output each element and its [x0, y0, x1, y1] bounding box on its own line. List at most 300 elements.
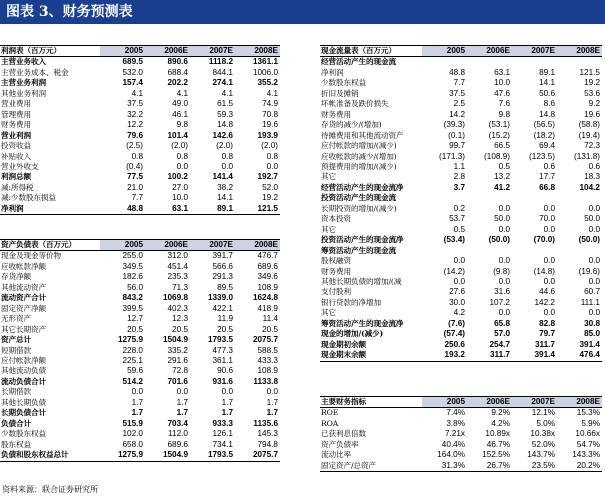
row-value: 1504.9	[145, 450, 190, 461]
row-value: 72.8	[172, 366, 188, 376]
table-row	[320, 204, 602, 214]
row-label: 应付帐款的增加/(减少)	[321, 141, 397, 151]
row-value: 703.4	[167, 418, 188, 428]
row-value: 59.6	[127, 366, 143, 376]
row-value: 17.7	[539, 172, 555, 182]
row-value: 15.3%	[576, 408, 600, 418]
row-value: 1.7	[221, 408, 233, 418]
table-row	[320, 141, 602, 151]
row-label: 经营活动产生的现金流	[321, 57, 396, 67]
row-value: 0.0	[543, 256, 555, 266]
row-value: 658.0	[122, 439, 143, 449]
year-header: 2007E	[512, 397, 557, 408]
row-value: 566.6	[212, 261, 233, 271]
row-value: 89.5	[217, 282, 233, 292]
row-value: 0.0	[543, 203, 555, 213]
row-value: 143.7%	[527, 450, 555, 460]
row-value: 0.5	[498, 161, 510, 171]
table-row	[320, 183, 602, 193]
row-value	[557, 193, 602, 203]
row-value: 9.8	[498, 109, 510, 119]
row-value: 532.0	[122, 67, 143, 77]
row-value: 66.5	[494, 141, 510, 151]
row-label: 流动比率	[321, 450, 351, 460]
row-value: 0.0	[543, 308, 555, 318]
row-label: 其他流动负债	[1, 366, 46, 376]
row-value: 0.0	[131, 387, 143, 397]
row-value: 32.2	[127, 109, 143, 119]
row-value: 0.0	[176, 161, 188, 171]
table-row	[0, 172, 280, 182]
table-row	[0, 110, 280, 120]
row-value: 89.1	[539, 67, 555, 77]
row-value: 69.4	[539, 141, 555, 151]
row-label: 应收帐款的减少/(增加)	[321, 151, 397, 161]
row-value: 689.6	[167, 439, 188, 449]
row-value: 82.8	[539, 318, 555, 328]
row-value: (15.2)	[488, 130, 510, 140]
row-value	[557, 246, 602, 256]
year-header: 2007E	[512, 46, 557, 57]
table-header-label: 资产负债表（百万元）	[0, 240, 100, 251]
row-value: 689.6	[257, 261, 278, 271]
row-value: 11.9	[217, 314, 233, 324]
row-label: 存货净额	[1, 272, 31, 282]
row-value: 0.2	[453, 203, 465, 213]
row-label: 长期借款	[1, 387, 31, 397]
row-label: 银行贷款的净增加	[321, 297, 381, 307]
table-row	[320, 319, 602, 329]
cashflow-header-row	[320, 46, 602, 57]
row-label: 少数股东权益	[1, 429, 46, 439]
row-label: 资产总计	[1, 335, 31, 345]
table-row	[0, 141, 280, 151]
row-value: (14.2)	[443, 266, 465, 276]
row-value: 312.0	[167, 251, 188, 261]
row-value: 108.9	[257, 366, 278, 376]
table-row	[320, 152, 602, 162]
row-value: 19.2	[584, 78, 600, 88]
row-value: 126.1	[212, 429, 233, 439]
row-value: 349.6	[257, 272, 278, 282]
year-header: 2005	[100, 240, 145, 251]
row-value: 61.5	[217, 99, 233, 109]
row-value: (58.8)	[578, 120, 600, 130]
table-row	[0, 272, 280, 282]
row-value: 844.1	[212, 67, 233, 77]
row-value: 53.7	[449, 214, 465, 224]
row-label: 经营活动产生的现金流净	[321, 182, 404, 192]
row-value: 10.38x	[530, 429, 555, 439]
table-row	[320, 131, 602, 141]
row-label: 投资收益	[1, 141, 31, 151]
row-value: (123.5)	[529, 151, 555, 161]
row-value	[422, 57, 467, 68]
row-value: 48.8	[100, 204, 145, 215]
row-value: 0.6	[543, 161, 555, 171]
row-label: 流动负债合计	[1, 376, 46, 386]
row-value: 19.6	[584, 109, 600, 119]
row-value: 588.5	[257, 345, 278, 355]
row-value: (2.0)	[261, 141, 278, 151]
row-value: 10.89x	[485, 429, 510, 439]
row-value: 433.3	[257, 355, 278, 365]
row-value: 515.9	[122, 418, 143, 428]
row-value: 182.6	[122, 272, 143, 282]
row-value: 235.3	[167, 272, 188, 282]
row-value: 311.7	[534, 339, 555, 349]
table-row	[0, 450, 280, 461]
row-value: 0.0	[266, 161, 278, 171]
row-value: 3.7	[453, 182, 465, 192]
row-value: 0.0	[498, 308, 510, 318]
row-value: 40.4%	[441, 439, 465, 449]
row-value: 843.2	[122, 293, 143, 303]
row-label: 营业利润	[1, 130, 31, 140]
row-label: 现金期初余额	[321, 339, 366, 349]
row-label: 长期投资的增加/(减少)	[321, 203, 397, 213]
row-label: 其它长期资产	[1, 324, 46, 334]
row-label: 长期负债合计	[1, 408, 46, 418]
row-value: 12.2	[127, 120, 143, 130]
row-value	[467, 57, 512, 68]
row-value: (18.2)	[533, 130, 555, 140]
row-label: 资产负债率	[321, 439, 359, 449]
row-value: (19.6)	[578, 266, 600, 276]
row-value: 1.7	[221, 397, 233, 407]
row-value: 0.8	[266, 151, 278, 161]
table-row	[320, 419, 602, 429]
row-value: 254.7	[489, 339, 510, 349]
table-row	[0, 251, 280, 262]
row-value: 476.7	[257, 251, 278, 261]
row-value: 1361.1	[252, 57, 278, 67]
row-label: 净利润	[0, 204, 100, 215]
row-value: 14.1	[539, 78, 555, 88]
row-label: 现金期末余额	[320, 350, 422, 361]
row-value: 3.8%	[446, 418, 465, 428]
table-row	[0, 408, 280, 418]
row-value: 19.6	[262, 120, 278, 130]
row-value: 20.5	[217, 324, 233, 334]
row-value: 71.3	[172, 282, 188, 292]
row-value: (19.4)	[578, 130, 600, 140]
row-value: (14.8)	[533, 266, 555, 276]
row-value: 12.1%	[531, 408, 555, 418]
row-value: 20.5	[172, 324, 188, 334]
row-value: 1.7	[176, 397, 188, 407]
row-value: 102.0	[122, 429, 143, 439]
row-value: 250.6	[444, 339, 465, 349]
row-value: 689.5	[122, 57, 143, 67]
row-value: 476.4	[557, 350, 602, 361]
table-row	[0, 293, 280, 303]
row-value: (108.9)	[484, 151, 510, 161]
row-value: 311.7	[467, 350, 512, 361]
row-label: 其它	[321, 224, 336, 234]
row-value: 27.0	[172, 182, 188, 192]
row-label: 主营业务成本、税金	[1, 67, 69, 77]
row-value: 54.7%	[576, 439, 600, 449]
row-value: 37.5	[449, 88, 465, 98]
row-value: 1275.9	[100, 450, 145, 461]
row-label: 减:少数股东损益	[1, 193, 56, 203]
row-value: 688.4	[167, 67, 188, 77]
row-value: 794.8	[257, 439, 278, 449]
table-header-label: 现金流量表（百万元）	[320, 46, 422, 57]
row-value: 0.0	[498, 203, 510, 213]
row-value: 99.7	[449, 141, 465, 151]
table-row	[320, 162, 602, 172]
table-row	[320, 308, 602, 318]
row-value: 20.5	[127, 324, 143, 334]
row-value: 50.6	[539, 88, 555, 98]
row-value: 164.0%	[437, 450, 465, 460]
row-value: (53.1)	[488, 120, 510, 130]
year-header: 2006E	[467, 46, 512, 57]
table-row	[0, 68, 280, 78]
row-value: 0.0	[221, 387, 233, 397]
row-label: 股东权益	[1, 439, 31, 449]
row-value: 1624.8	[252, 293, 278, 303]
row-value	[512, 246, 557, 256]
row-value: 65.8	[494, 318, 510, 328]
row-value: 7.7	[453, 78, 465, 88]
row-value: 60.7	[584, 287, 600, 297]
row-value: 2.5	[453, 99, 465, 109]
row-value: 145.3	[257, 429, 278, 439]
table-row	[320, 57, 602, 68]
table-row	[320, 172, 602, 182]
row-value: 0.0	[588, 256, 600, 266]
table-row	[0, 429, 280, 439]
row-value: 77.5	[127, 172, 143, 182]
row-label: 其它	[321, 172, 336, 182]
row-value: 399.5	[122, 303, 143, 313]
table-row	[320, 329, 602, 339]
table-row	[320, 340, 602, 350]
row-value: (56.5)	[533, 120, 555, 130]
year-header: 2008E	[235, 240, 280, 251]
row-value: 1069.8	[162, 293, 188, 303]
row-value: 391.7	[212, 251, 233, 261]
row-value: 79.7	[539, 329, 555, 339]
row-value: 20.5	[262, 324, 278, 334]
year-header: 2005	[422, 46, 467, 57]
data-source-note: 资料来源：联合证券研究所	[2, 485, 98, 494]
row-label: 主营业务利润	[1, 78, 46, 88]
key-ratios-table	[320, 396, 602, 472]
table-row	[0, 89, 280, 99]
row-value: 402.3	[167, 303, 188, 313]
row-value: 391.4	[512, 350, 557, 361]
row-value: 72.3	[584, 141, 600, 151]
row-value: (7.6)	[448, 318, 465, 328]
table-row	[320, 256, 602, 266]
row-value: 1.7	[266, 408, 278, 418]
table-row	[0, 183, 280, 193]
row-value: 933.3	[212, 418, 233, 428]
table-row	[320, 277, 602, 287]
row-value: 1135.6	[253, 418, 278, 428]
row-label: 财务费用	[321, 266, 351, 276]
row-value: 56.0	[127, 282, 143, 292]
row-label: 无形资产	[1, 314, 31, 324]
table-row	[320, 214, 602, 224]
row-label: 固定资产/总资产	[320, 461, 422, 472]
table-row	[320, 440, 602, 450]
table-header-label: 主要财务指标	[320, 397, 422, 408]
table-row	[320, 298, 602, 308]
row-value: 0.0	[498, 276, 510, 286]
row-value: 0.0	[498, 224, 510, 234]
row-value: 66.8	[539, 182, 555, 192]
row-value: 14.2	[449, 109, 465, 119]
row-label: 现金的增加/(减少)	[321, 329, 384, 339]
row-value: 734.1	[212, 439, 233, 449]
table-row	[0, 387, 280, 397]
row-value: 90.6	[217, 366, 233, 376]
income-statement-table	[0, 45, 280, 215]
row-value: 228.0	[122, 345, 143, 355]
row-value: 9.2%	[491, 408, 510, 418]
row-value: 11.4	[262, 314, 278, 324]
row-value: 9.8	[176, 120, 188, 130]
row-value: 8.6	[543, 99, 555, 109]
table-row	[320, 68, 602, 78]
year-header: 2008E	[557, 46, 602, 57]
row-value: 1.7	[266, 397, 278, 407]
year-header: 2007E	[190, 46, 235, 57]
row-value: 0.8	[176, 151, 188, 161]
table-row	[0, 356, 280, 366]
row-value: 0.0	[588, 203, 600, 213]
row-label: 支付股利	[321, 287, 351, 297]
row-value	[422, 193, 467, 203]
row-value: 1339.0	[207, 293, 233, 303]
row-value: 59.3	[217, 109, 233, 119]
row-value: 4.1	[221, 88, 233, 98]
row-value	[467, 193, 512, 203]
row-value: 477.3	[212, 345, 233, 355]
year-header: 2005	[100, 46, 145, 57]
row-label: 其他流动资产	[1, 282, 46, 292]
row-value: 30.8	[584, 318, 600, 328]
table-row	[0, 346, 280, 356]
table-row	[0, 193, 280, 203]
row-value: 202.2	[167, 78, 188, 88]
row-value: 152.5%	[482, 450, 510, 460]
row-value: 192.7	[257, 172, 278, 182]
row-value: 0.0	[543, 224, 555, 234]
row-value	[512, 57, 557, 68]
row-value: (50.0)	[578, 235, 600, 245]
row-value: 255.0	[122, 251, 143, 261]
row-value: 1504.9	[162, 335, 188, 345]
row-value: 7.7	[131, 193, 143, 203]
row-value: 0.6	[588, 161, 600, 171]
row-value: 19.2	[262, 193, 278, 203]
row-value: 1.7	[176, 408, 188, 418]
row-value: 1793.5	[190, 450, 235, 461]
row-value: 23.5%	[512, 461, 557, 472]
table-row	[320, 78, 602, 88]
year-header: 2008E	[235, 46, 280, 57]
row-value: (2.0)	[171, 141, 188, 151]
table-row	[0, 440, 280, 450]
row-value: 0.0	[176, 387, 188, 397]
row-value: 21.0	[127, 182, 143, 192]
row-value: 0.8	[131, 151, 143, 161]
row-value: 418.9	[257, 303, 278, 313]
row-value: 63.1	[494, 67, 510, 77]
row-label: 应付帐款净额	[1, 355, 46, 365]
row-value: 1.1	[453, 161, 465, 171]
row-value: 4.2	[453, 308, 465, 318]
row-value: 85.0	[584, 329, 600, 339]
row-value: 10.0	[172, 193, 188, 203]
row-value: 47.6	[494, 88, 510, 98]
table-row	[0, 304, 280, 314]
row-value: 4.2%	[491, 418, 510, 428]
table-row	[320, 99, 602, 109]
row-value: 335.2	[167, 345, 188, 355]
row-value: 14.1	[217, 193, 233, 203]
row-value: (0.4)	[126, 161, 143, 171]
row-label: 应收帐款净额	[1, 261, 46, 271]
table-row	[0, 283, 280, 293]
row-value: 12.7	[127, 314, 143, 324]
table-row	[0, 162, 280, 172]
row-value: 0.5	[453, 224, 465, 234]
row-value: 1118.2	[208, 57, 233, 67]
row-value: (171.3)	[439, 151, 465, 161]
row-label: 投资活动产生的现金流净	[321, 235, 404, 245]
table-row	[320, 110, 602, 120]
row-value: 12.3	[172, 314, 188, 324]
table-row	[0, 120, 280, 130]
row-value: 121.5	[579, 67, 600, 77]
row-value: 7.21x	[444, 429, 465, 439]
row-value: 361.1	[212, 355, 233, 365]
row-value: 111.1	[580, 297, 600, 307]
income-header-row	[0, 46, 280, 57]
row-value: 31.3%	[422, 461, 467, 472]
table-row	[320, 461, 602, 472]
row-value: 100.2	[167, 172, 188, 182]
row-value: 30.0	[449, 297, 465, 307]
row-value: 890.6	[167, 57, 188, 67]
row-value	[557, 57, 602, 68]
row-label: 利润总额	[1, 172, 31, 182]
row-label: 待摊费用和其他流动资产	[321, 130, 404, 140]
table-row	[320, 450, 602, 460]
row-value: 274.1	[212, 78, 233, 88]
table-row	[320, 350, 602, 361]
row-value: 1793.5	[207, 335, 233, 345]
table-row	[320, 193, 602, 203]
row-value	[467, 246, 512, 256]
row-label: 资本投资	[321, 214, 351, 224]
row-label: 其它	[321, 308, 336, 318]
row-value: 37.5	[127, 99, 143, 109]
row-value: 701.6	[167, 376, 188, 386]
row-value: 101.4	[167, 130, 188, 140]
table-header-label: 利润表（百万元）	[0, 46, 100, 57]
row-label: 负债和股东权益总计	[0, 450, 100, 461]
row-value: 355.2	[257, 78, 278, 88]
row-value: 514.2	[122, 376, 143, 386]
